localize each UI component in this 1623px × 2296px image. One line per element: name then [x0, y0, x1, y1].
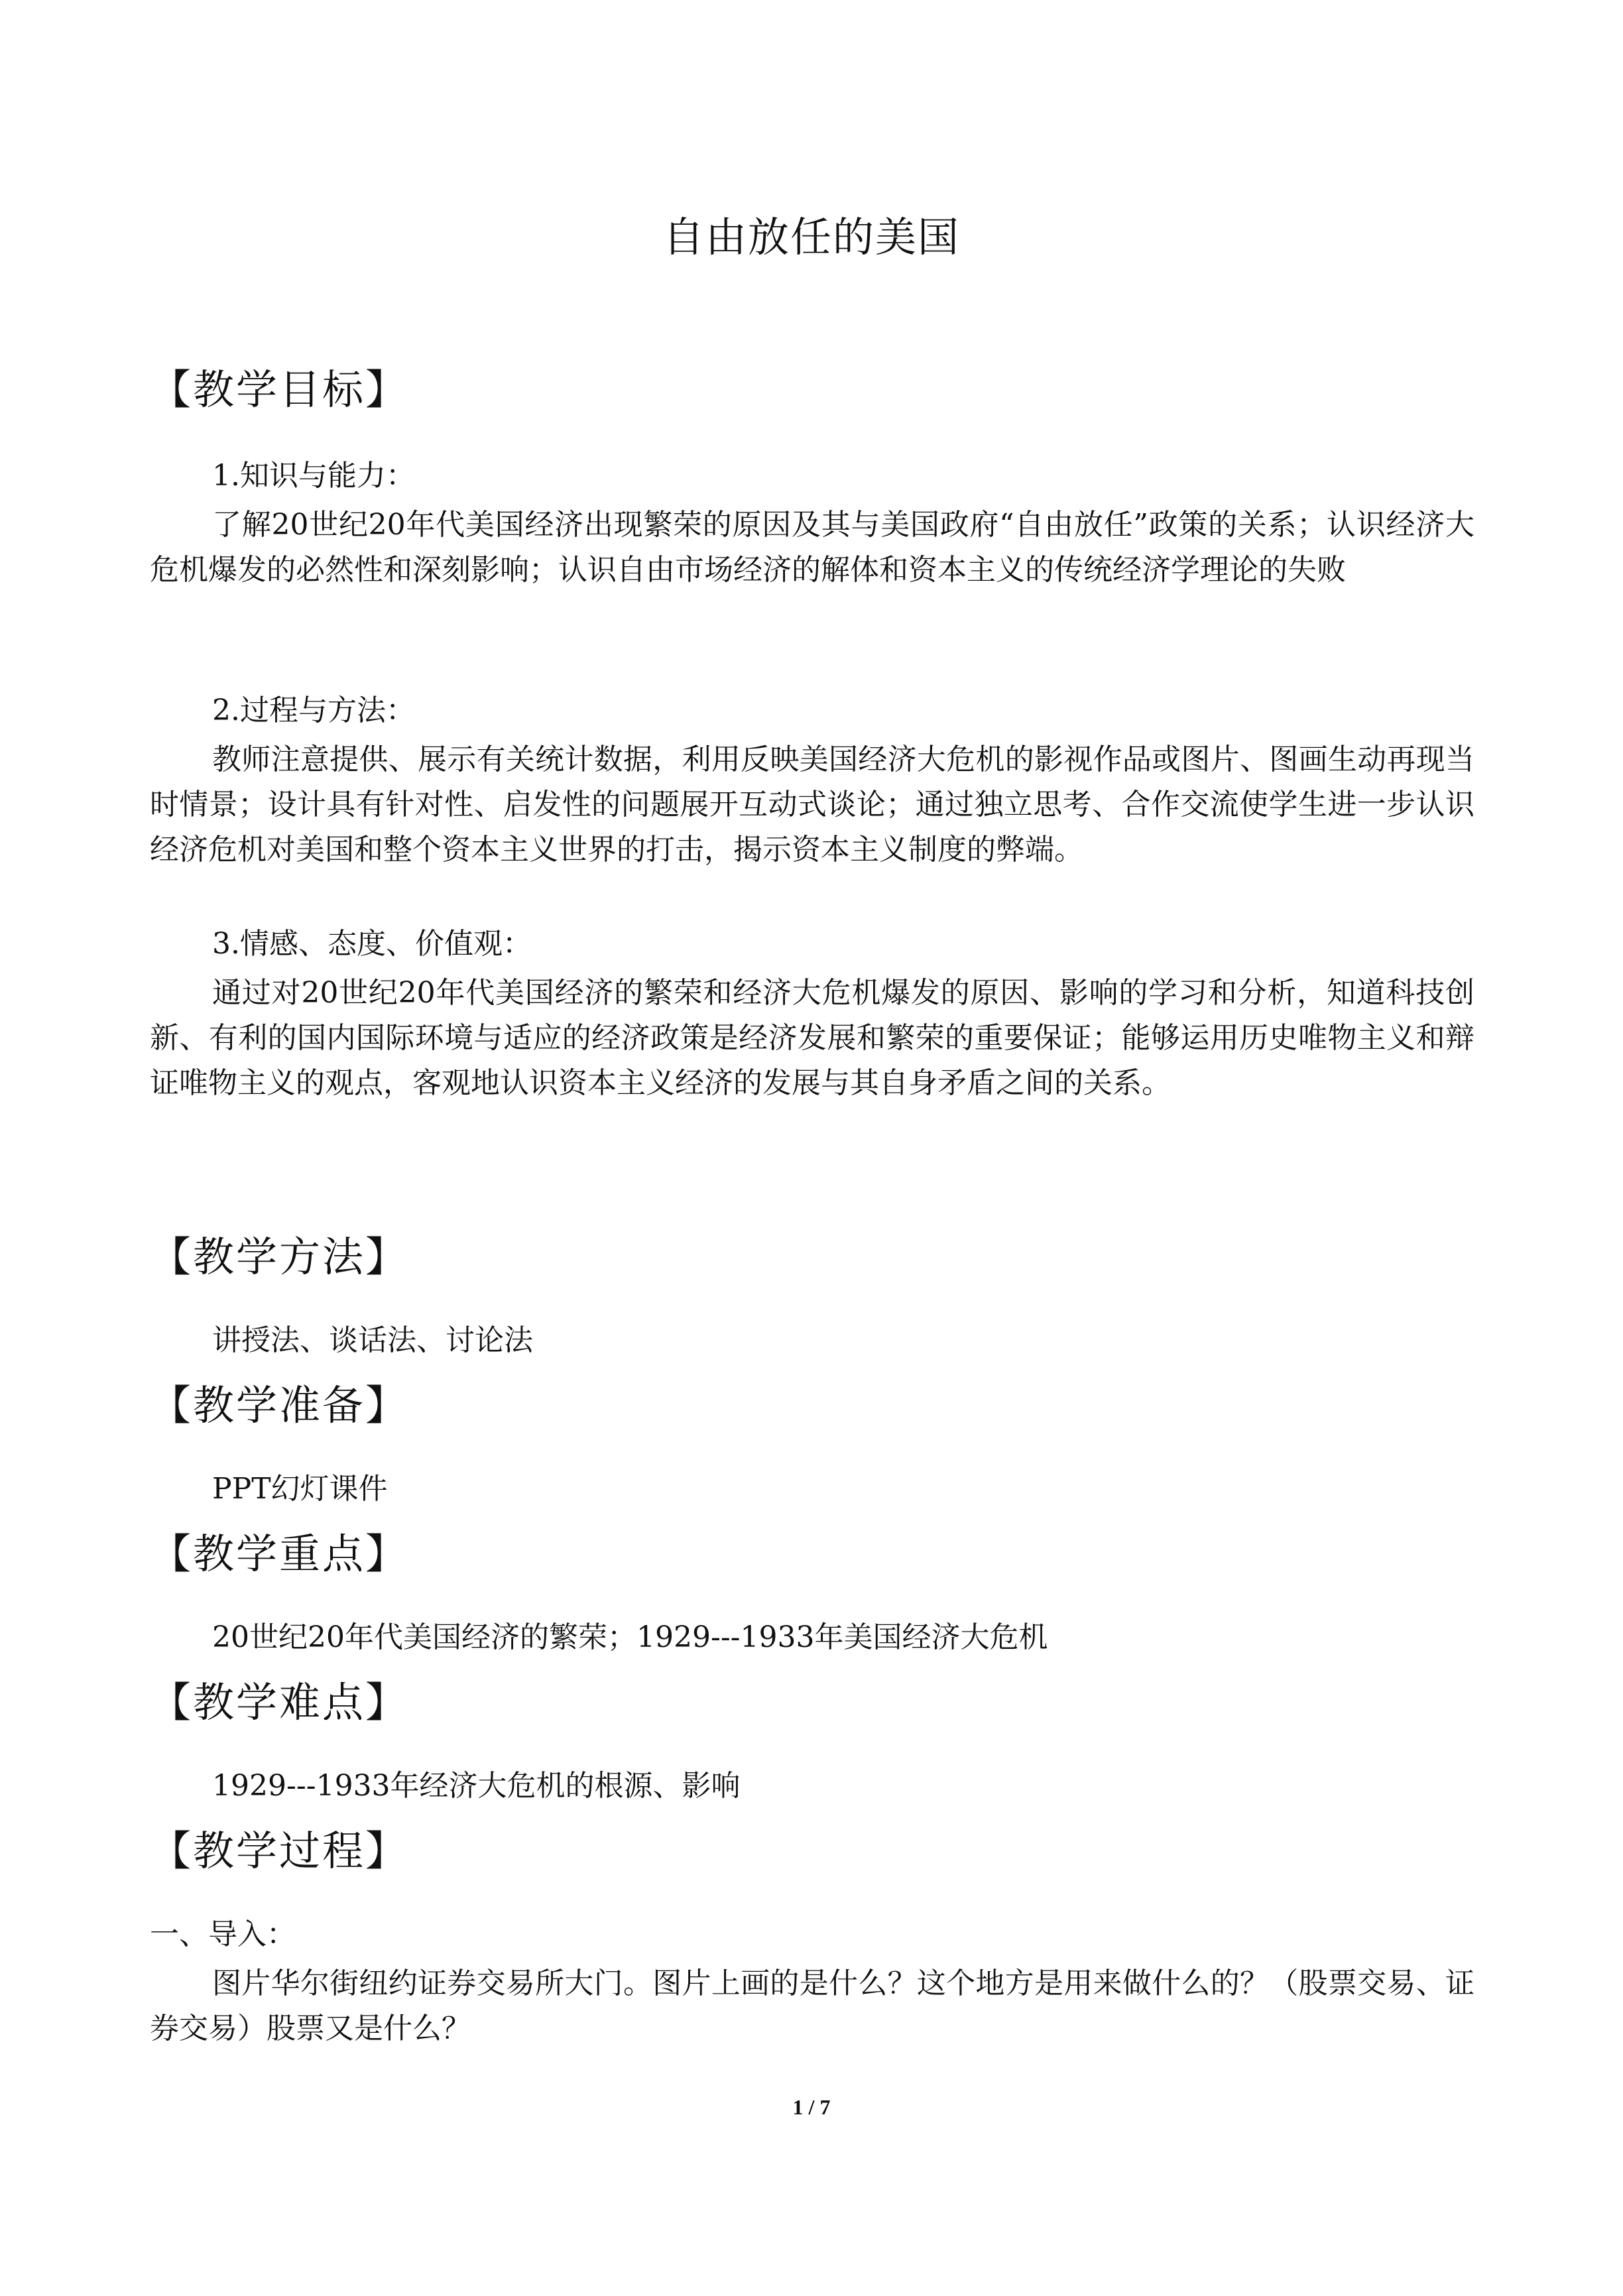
difficulties-heading: 【教学难点】: [150, 1678, 409, 1726]
values-label: 3.情感、态度、价值观：: [212, 927, 532, 961]
process-heading: 【教学过程】: [150, 1827, 409, 1875]
key-points-heading: 【教学重点】: [150, 1530, 409, 1578]
key-points-text: 20世纪20年代美国经济的繁荣；1929---1933年美国经济大危机: [212, 1620, 1048, 1654]
process-method-label: 2.过程与方法：: [212, 694, 415, 727]
intro-label: 一、导入：: [150, 1917, 296, 1951]
values-text: 通过对20世纪20年代美国经济的繁荣和经济大危机爆发的原因、影响的学习和分析，知道科技创新、有利的国内国际环境与适应的经济政策是经济发展和繁荣的重要保证；能够运用历史唯物主义和辩证唯物主义的观点，客观地认识资本主义经济的发展与其自身矛盾之间的关系。: [150, 976, 1474, 1100]
difficulties-text: 1929---1933年经济大危机的根源、影响: [212, 1769, 741, 1803]
knowledge-text: 了解20世纪20年代美国经济出现繁荣的原因及其与美国政府“自由放任”政策的关系；认识经济大危机爆发的必然性和深刻影响；认识自由市场经济的解体和资本主义的传统经济学理论的失败: [150, 508, 1474, 587]
page-number: 1 / 7: [792, 2095, 831, 2119]
methods-text: 讲授法、谈话法、讨论法: [212, 1323, 533, 1357]
knowledge-label: 1.知识与能力：: [212, 459, 415, 493]
objectives-heading: 【教学目标】: [150, 365, 409, 414]
intro-text: 图片华尔街纽约证券交易所大门。图片上画的是什么？这个地方是用来做什么的？（股票交易、证券交易）股票又是什么？: [150, 1966, 1474, 2045]
preparation-heading: 【教学准备】: [150, 1381, 409, 1429]
methods-heading: 【教学方法】: [150, 1233, 409, 1281]
process-method-text: 教师注意提供、展示有关统计数据，利用反映美国经济大危机的影视作品或图片、图画生动再现当时情景；设计具有针对性、启发性的问题展开互动式谈论；通过独立思考、合作交流使学生进一步认识经济危机对美国和整个资本主义世界的打击，揭示资本主义制度的弊端。: [150, 743, 1474, 867]
document-title: 自由放任的美国: [662, 213, 960, 261]
preparation-text: PPT幻灯课件: [212, 1472, 388, 1506]
